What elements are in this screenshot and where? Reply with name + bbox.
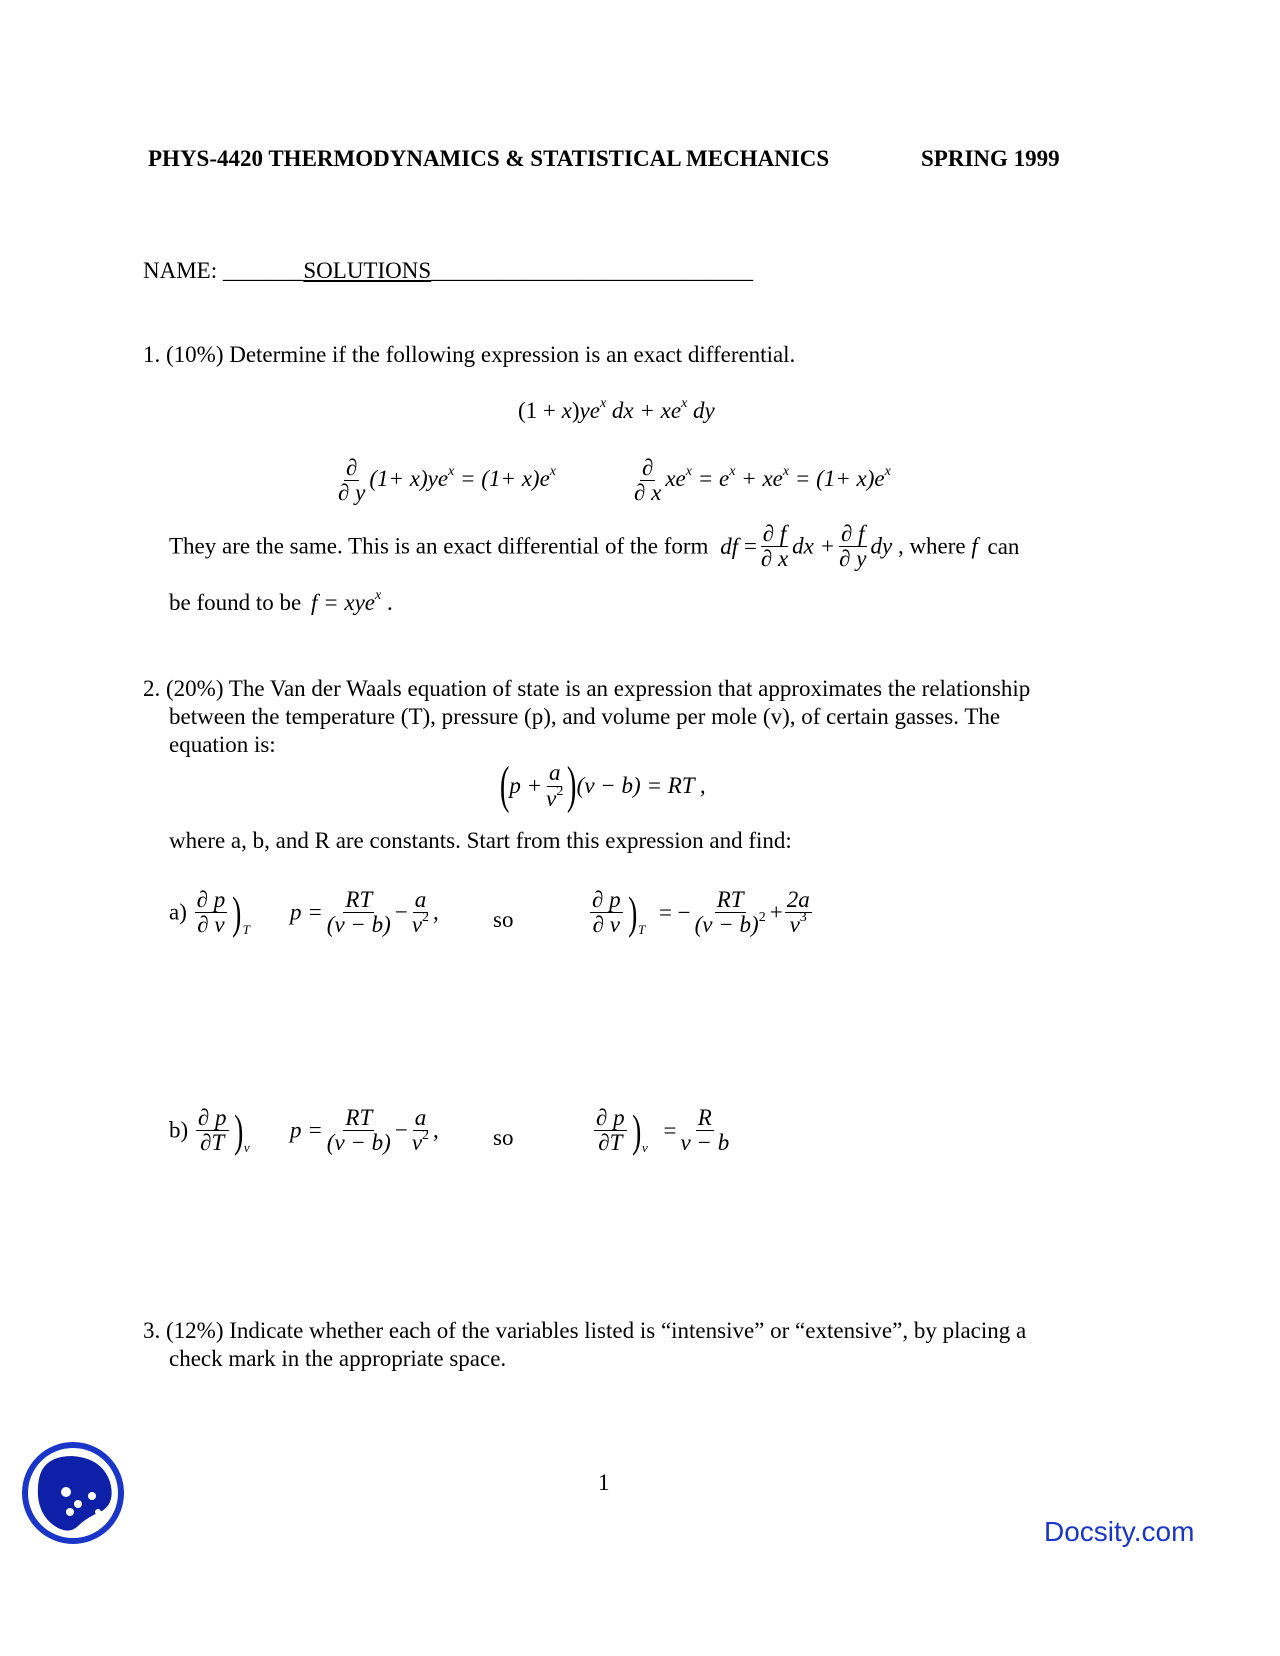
docsity-brand[interactable]: Docsity.com <box>1044 1516 1195 1547</box>
q1-partial-x: $\frac{\partial}{\partial x}$ $xe^x = e^x + xe^x = (1+ x)e^x$ <box>634 455 891 506</box>
q2-part-b-p: p = $\frac{RT}{(v - b)}$ − $\frac{a}{v^2}$ , <box>290 1105 439 1156</box>
q2-constants: where a, b, and R are constants. Start from this expression and find: <box>169 828 792 853</box>
q2-part-a-p: p = $\frac{RT}{(v - b)}$ − $\frac{a}{v^2}$ , <box>290 887 439 938</box>
q2-vdw-equation: (p + $\frac{a}{v^2}$ )(v − b) = RT , <box>499 757 706 814</box>
name-label: NAME: <box>143 258 218 283</box>
term-label: SPRING 1999 <box>921 146 1060 171</box>
q2-line3: equation is: <box>169 732 276 757</box>
course-title: PHYS-4420 THERMODYNAMICS & STATISTICAL MECHANICS <box>148 146 830 171</box>
docsity-logo-icon <box>20 1440 126 1546</box>
q2-part-a: a) $\frac{\partial p}{\partial v}$ )$_T$ <box>169 886 250 938</box>
q1-found: be found to be f = xye$^x$ . <box>169 588 393 615</box>
q2-part-a-so: so <box>493 907 514 932</box>
q3-line1: 3. (12%) Indicate whether each of the variables listed is “intensive” or “extensive”, by placing a <box>143 1318 1027 1343</box>
q2-part-b-so: so <box>493 1125 514 1150</box>
name-value: SOLUTIONS <box>303 258 432 283</box>
name-lead: _______ <box>222 258 304 283</box>
name-line <box>143 258 753 284</box>
page-number: 1 <box>598 1470 610 1495</box>
q2-part-b: b) $\frac{\partial p}{\partial T}$ )$_v$ <box>169 1104 250 1156</box>
q1-conclusion: They are the same. This is an exact differential of the form df = $\frac{\partial f}{\partial x}$ dx + $\frac{\partial f}{\partial y}$ dy , where f can <box>169 521 1020 572</box>
q2-line2: between the temperature (T), pressure (p), and volume per mole (v), of certain gasses. The <box>169 704 1001 729</box>
q2-part-a-result: $\frac{\partial p}{\partial v}$ )$_T$ = − $\frac{RT}{(v - b)^2}$ + $\frac{2a}{v^3}$ <box>592 886 810 938</box>
q3-line2: check mark in the appropriate space. <box>169 1346 507 1371</box>
q2-line1: 2. (20%) The Van der Waals equation of state is an expression that approximates the relationship <box>143 676 1031 701</box>
q2-part-b-result: $\frac{\partial p}{\partial T}$ )$_v$ = $\frac{R}{v - b}$ <box>596 1104 730 1156</box>
name-trail: ____________________________ <box>431 258 754 283</box>
q1-prompt: 1. (10%) Determine if the following expression is an exact differential. <box>143 342 796 367</box>
q1-expression: $(1 + x)ye^x$ dx + $xe^x$ dy <box>518 396 715 423</box>
q1-partial-y: $\frac{\partial}{\partial y}$ $(1+ x)ye^x = (1+ x)e^x$ <box>338 455 557 506</box>
